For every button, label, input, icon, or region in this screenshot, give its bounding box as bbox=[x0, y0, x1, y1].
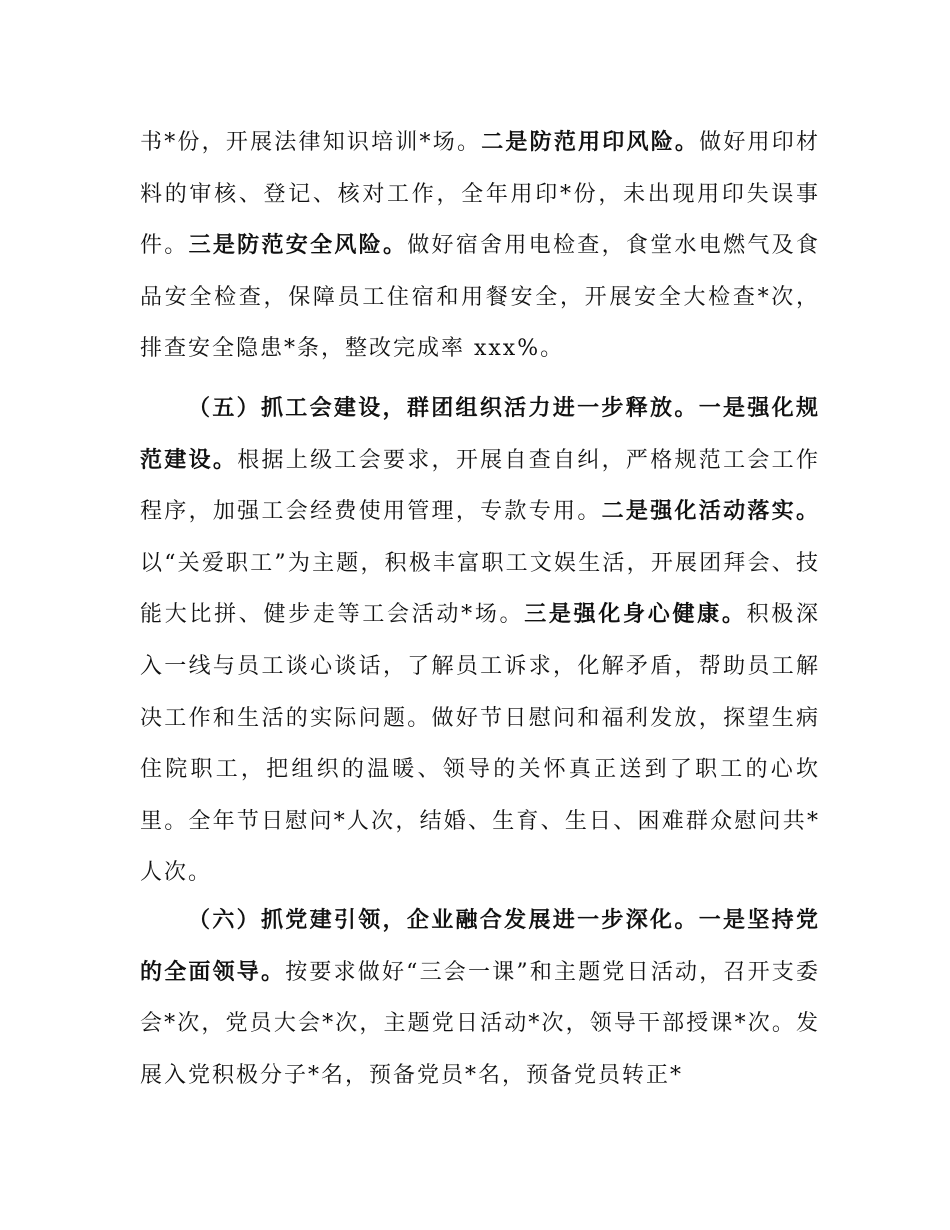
text-segment: 做好宿舍用电检查，食堂水电燃气及食品安全检查，保障员工住宿和用餐安全，开展安全大检查*次，排查安全隐患*条，整改完成率 xxx%。 bbox=[140, 233, 820, 362]
text-segment: 以“关爱职工”为主题，积极丰富职工文娱生活，开展团拜会、技能大比拼、健步走等工会活动*场。 bbox=[140, 550, 820, 628]
section-heading-5: （五）抓工会建设，群团组织活力进一步释放。 bbox=[188, 396, 699, 421]
section-heading-6: （六）抓党建引领，企业融合发展进一步深化。 bbox=[188, 908, 699, 933]
heading-party-leadership: 一是坚持党的全面领导。 bbox=[140, 908, 820, 985]
text-segment: 根据上级工会要求，开展自查自纠，严格规范工会工作程序，加强工会经费使用管理，专款专用。 bbox=[140, 447, 820, 525]
text-segment: 书*份，开展法律知识培训*场。 bbox=[140, 130, 482, 155]
heading-activity: 二是强化活动落实。 bbox=[601, 499, 820, 525]
heading-seal-risk: 二是防范用印风险。 bbox=[481, 130, 700, 155]
paragraph-party-building bbox=[140, 895, 820, 1101]
text-segment: 做好用印材料的审核、登记、核对工作，全年用印*份，未出现用印失误事件。 bbox=[140, 130, 820, 259]
paragraph-union-building bbox=[140, 383, 820, 899]
paragraph-risk-prevention bbox=[140, 117, 820, 375]
heading-safety-risk: 三是防范安全风险。 bbox=[188, 233, 408, 259]
text-segment: 按要求做好“三会一课”和主题党日活动，召开支委会*次，党员大会*次，主题党日活动*次，领导干部授课*次。发展入党积极分子*名，预备党员*名，预备党员转正* bbox=[140, 959, 820, 1088]
heading-health: 三是强化身心健康。 bbox=[524, 602, 747, 628]
text-segment: 积极深入一线与员工谈心谈话，了解员工诉求，化解矛盾，帮助员工解决工作和生活的实际问题。做好节日慰问和福利发放，探望生病住院职工，把组织的温暖、领导的关怀真正送到了职工的心坎里。全年节日慰问*人次，结婚、生育、生日、困难群众慰问共*人次。 bbox=[140, 602, 820, 886]
heading-norm-building: 一是强化规范建设。 bbox=[140, 396, 820, 473]
